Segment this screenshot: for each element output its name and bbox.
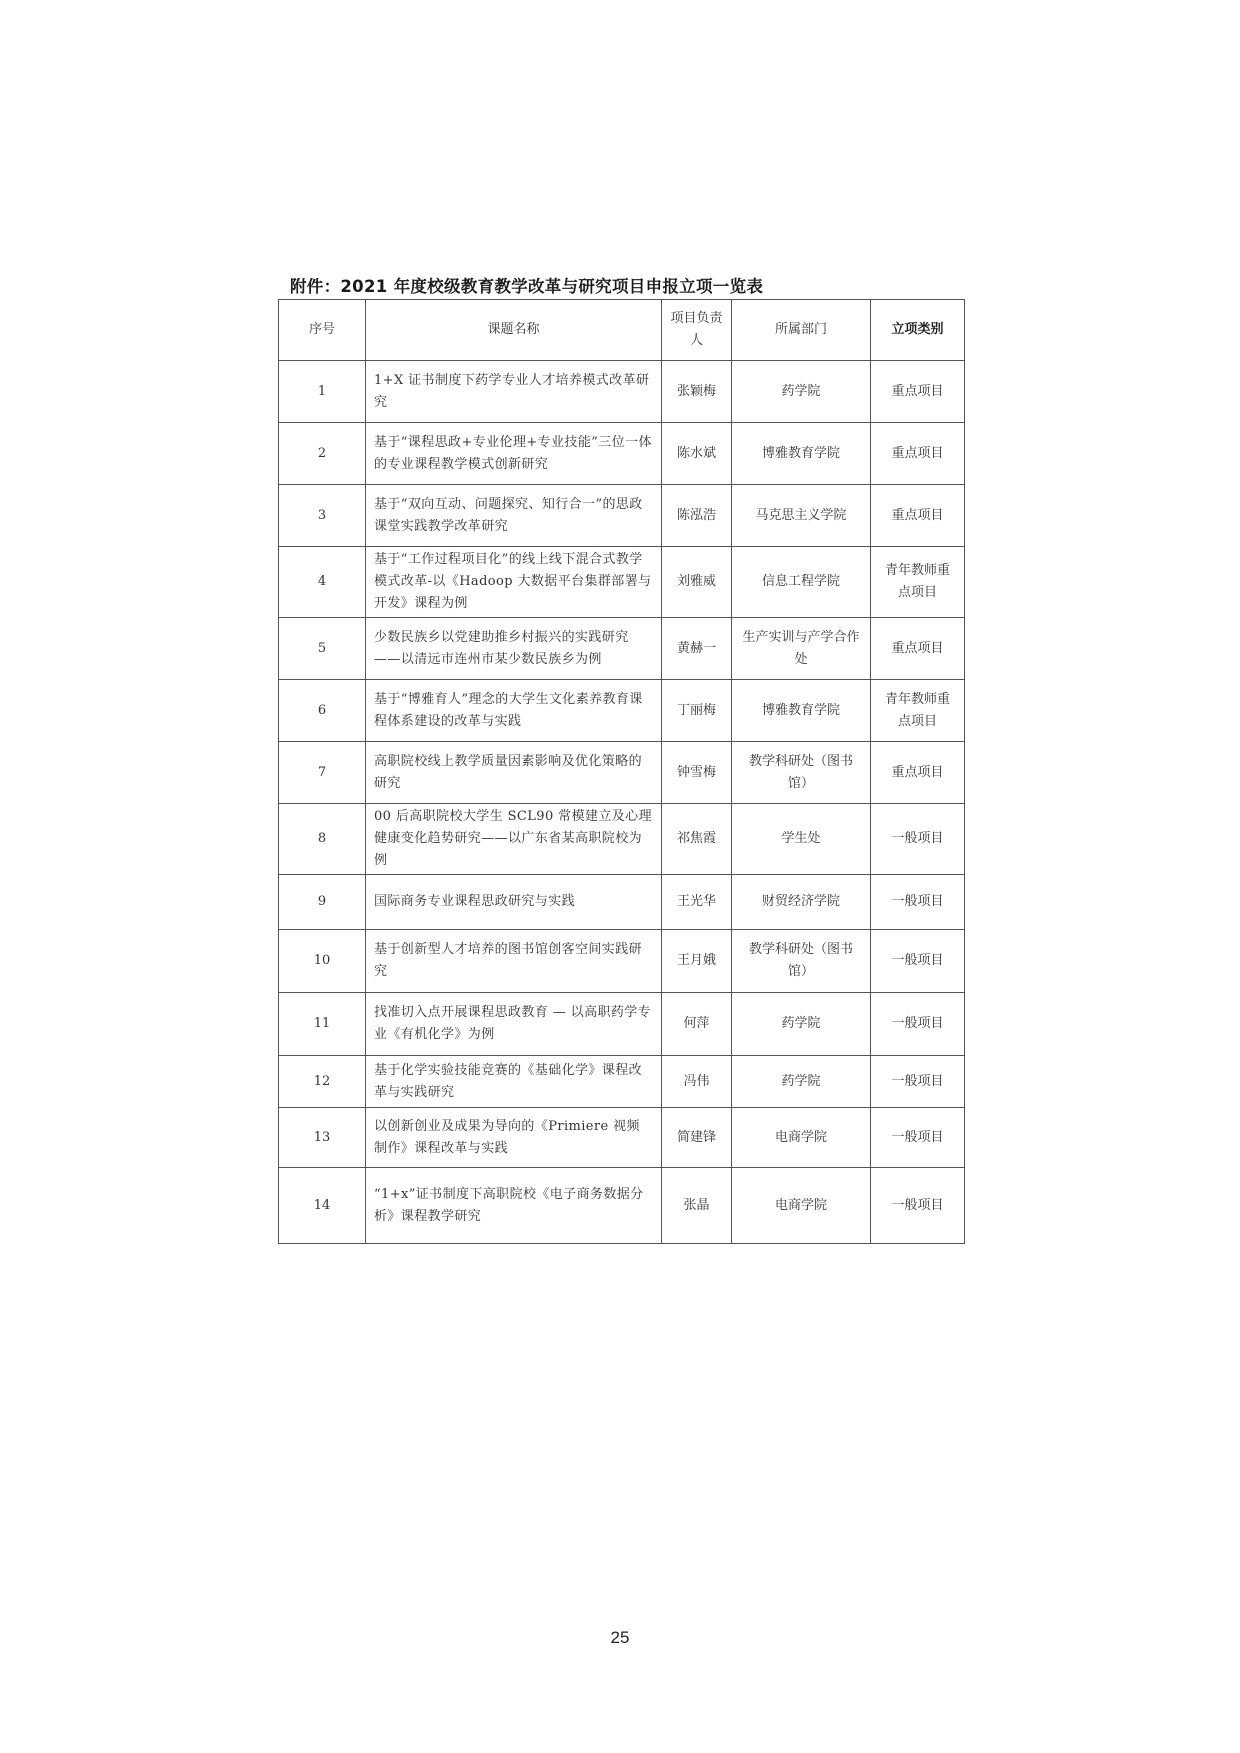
table-row bbox=[279, 1168, 965, 1244]
cell-leader: 张晶 bbox=[662, 1168, 732, 1244]
cell-dept: 财贸经济学院 bbox=[732, 875, 871, 930]
cell-category: 一般项目 bbox=[871, 993, 965, 1056]
cell-leader: 简建锋 bbox=[662, 1108, 732, 1168]
header-category: 立项类别 bbox=[871, 300, 965, 361]
cell-leader: 冯伟 bbox=[662, 1056, 732, 1108]
cell-name: 基于“工作过程项目化”的线上线下混合式教学模式改革-以《Hadoop 大数据平台集群部署与开发》课程为例 bbox=[366, 547, 662, 618]
header-leader: 项目负责人 bbox=[662, 300, 732, 361]
table-row bbox=[279, 680, 965, 742]
cell-name: “1+x”证书制度下高职院校《电子商务数据分析》课程教学研究 bbox=[366, 1168, 662, 1244]
cell-leader: 黄赫一 bbox=[662, 618, 732, 680]
header-name: 课题名称 bbox=[366, 300, 662, 361]
cell-no: 2 bbox=[279, 423, 366, 485]
cell-name: 基于“课程思政+专业伦理+专业技能”三位一体的专业课程教学模式创新研究 bbox=[366, 423, 662, 485]
cell-name: 基于“博雅育人”理念的大学生文化素养教育课程体系建设的改革与实践 bbox=[366, 680, 662, 742]
cell-category: 重点项目 bbox=[871, 423, 965, 485]
cell-name: 00 后高职院校大学生 SCL90 常模建立及心理健康变化趋势研究——以广东省某高职院校为例 bbox=[366, 804, 662, 875]
table-row bbox=[279, 875, 965, 930]
cell-name: 1+X 证书制度下药学专业人才培养模式改革研究 bbox=[366, 361, 662, 423]
cell-dept: 药学院 bbox=[732, 993, 871, 1056]
cell-dept: 教学科研处（图书馆） bbox=[732, 930, 871, 993]
cell-dept: 药学院 bbox=[732, 1056, 871, 1108]
project-table bbox=[278, 299, 965, 1244]
cell-leader: 陈泓浩 bbox=[662, 485, 732, 547]
cell-no: 11 bbox=[279, 993, 366, 1056]
cell-no: 3 bbox=[279, 485, 366, 547]
cell-dept: 博雅教育学院 bbox=[732, 423, 871, 485]
cell-category: 青年教师重点项目 bbox=[871, 547, 965, 618]
cell-category: 青年教师重点项目 bbox=[871, 680, 965, 742]
cell-category: 重点项目 bbox=[871, 361, 965, 423]
cell-no: 1 bbox=[279, 361, 366, 423]
cell-category: 重点项目 bbox=[871, 485, 965, 547]
table-header-row bbox=[279, 300, 965, 361]
cell-category: 一般项目 bbox=[871, 930, 965, 993]
cell-name: 少数民族乡以党建助推乡村振兴的实践研究——以清远市连州市某少数民族乡为例 bbox=[366, 618, 662, 680]
cell-dept: 电商学院 bbox=[732, 1108, 871, 1168]
cell-dept: 学生处 bbox=[732, 804, 871, 875]
cell-no: 5 bbox=[279, 618, 366, 680]
cell-leader: 张颖梅 bbox=[662, 361, 732, 423]
table-row bbox=[279, 804, 965, 875]
cell-no: 8 bbox=[279, 804, 366, 875]
cell-leader: 钟雪梅 bbox=[662, 742, 732, 804]
table-row bbox=[279, 361, 965, 423]
cell-dept: 药学院 bbox=[732, 361, 871, 423]
cell-category: 一般项目 bbox=[871, 875, 965, 930]
table-row bbox=[279, 423, 965, 485]
cell-dept: 电商学院 bbox=[732, 1168, 871, 1244]
cell-no: 6 bbox=[279, 680, 366, 742]
cell-leader: 祁焦霞 bbox=[662, 804, 732, 875]
cell-name: 基于创新型人才培养的图书馆创客空间实践研究 bbox=[366, 930, 662, 993]
table-row bbox=[279, 618, 965, 680]
cell-leader: 王光华 bbox=[662, 875, 732, 930]
cell-category: 一般项目 bbox=[871, 804, 965, 875]
cell-dept: 博雅教育学院 bbox=[732, 680, 871, 742]
cell-no: 4 bbox=[279, 547, 366, 618]
cell-category: 重点项目 bbox=[871, 742, 965, 804]
cell-category: 重点项目 bbox=[871, 618, 965, 680]
table-row bbox=[279, 1056, 965, 1108]
page-number: 25 bbox=[610, 1628, 630, 1647]
cell-leader: 丁丽梅 bbox=[662, 680, 732, 742]
cell-dept: 生产实训与产学合作处 bbox=[732, 618, 871, 680]
cell-name: 高职院校线上教学质量因素影响及优化策略的研究 bbox=[366, 742, 662, 804]
cell-dept: 信息工程学院 bbox=[732, 547, 871, 618]
cell-name: 基于“双向互动、问题探究、知行合一”的思政课堂实践教学改革研究 bbox=[366, 485, 662, 547]
cell-category: 一般项目 bbox=[871, 1168, 965, 1244]
cell-dept: 教学科研处（图书馆） bbox=[732, 742, 871, 804]
cell-leader: 刘雅威 bbox=[662, 547, 732, 618]
document-title: 附件：2021 年度校级教育教学改革与研究项目申报立项一览表 bbox=[290, 277, 764, 296]
cell-no: 7 bbox=[279, 742, 366, 804]
table-row bbox=[279, 930, 965, 993]
table-row bbox=[279, 547, 965, 618]
cell-category: 一般项目 bbox=[871, 1056, 965, 1108]
table-row bbox=[279, 993, 965, 1056]
table-row bbox=[279, 1108, 965, 1168]
table-body bbox=[279, 361, 965, 1244]
cell-name: 国际商务专业课程思政研究与实践 bbox=[366, 875, 662, 930]
cell-name: 基于化学实验技能竞赛的《基础化学》课程改革与实践研究 bbox=[366, 1056, 662, 1108]
cell-no: 9 bbox=[279, 875, 366, 930]
cell-no: 13 bbox=[279, 1108, 366, 1168]
cell-dept: 马克思主义学院 bbox=[732, 485, 871, 547]
cell-leader: 王月娥 bbox=[662, 930, 732, 993]
cell-leader: 陈水斌 bbox=[662, 423, 732, 485]
cell-no: 12 bbox=[279, 1056, 366, 1108]
cell-no: 10 bbox=[279, 930, 366, 993]
table-row bbox=[279, 742, 965, 804]
cell-name: 以创新创业及成果为导向的《Primiere 视频制作》课程改革与实践 bbox=[366, 1108, 662, 1168]
cell-name: 找准切入点开展课程思政教育 — 以高职药学专业《有机化学》为例 bbox=[366, 993, 662, 1056]
header-no: 序号 bbox=[279, 300, 366, 361]
header-dept: 所属部门 bbox=[732, 300, 871, 361]
cell-leader: 何萍 bbox=[662, 993, 732, 1056]
table-row bbox=[279, 485, 965, 547]
cell-category: 一般项目 bbox=[871, 1108, 965, 1168]
cell-no: 14 bbox=[279, 1168, 366, 1244]
